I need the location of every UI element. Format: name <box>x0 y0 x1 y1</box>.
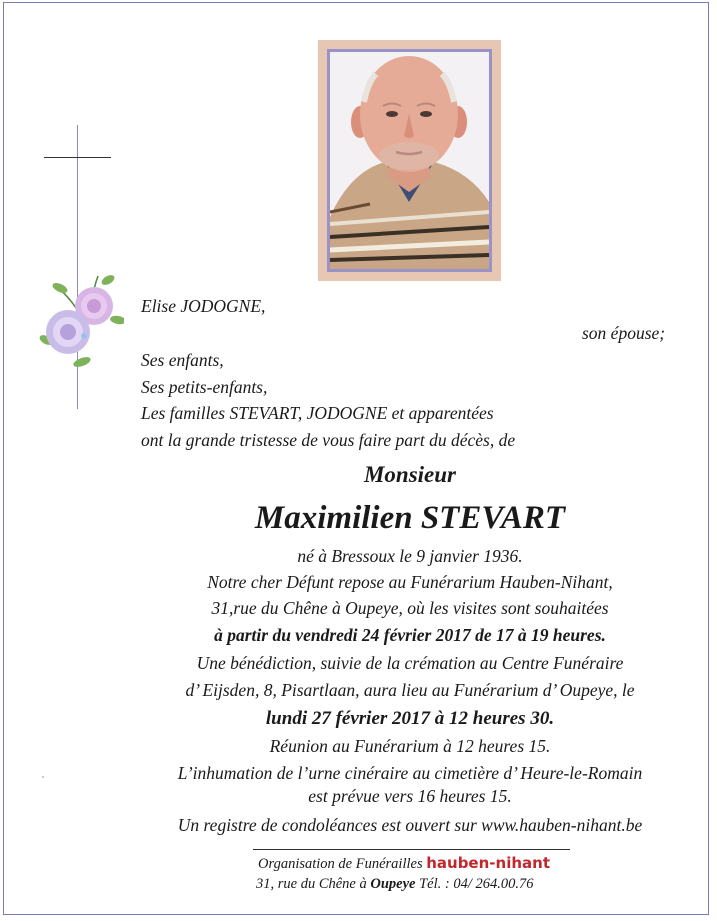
visit-schedule: à partir du vendredi 24 février 2017 de 17 à 19 heures. <box>214 625 606 645</box>
ceremony-date: lundi 27 février 2017 à 12 heures 30. <box>265 708 555 729</box>
portrait-illustration <box>330 52 489 269</box>
portrait-frame <box>318 40 501 281</box>
spouse-name: Elise JODOGNE, <box>141 296 266 316</box>
speck <box>42 776 44 778</box>
brand-logo: hauben-nihant <box>426 854 550 872</box>
address-city: Oupeye <box>370 876 416 892</box>
org-prefix: Organisation de Funérailles <box>258 856 423 872</box>
deceased-title: Monsieur <box>363 462 457 487</box>
address-prefix: 31, rue du Chêne à <box>256 876 367 892</box>
notice-line: 31,rue du Chêne à Oupeye, où les visites sont souhaitées <box>211 598 609 618</box>
portrait-photo <box>327 49 492 272</box>
footer-organisation <box>258 856 550 872</box>
family-line: Les familles STEVART, JODOGNE et apparentées <box>141 403 494 423</box>
footer-address <box>256 877 533 892</box>
deceased-name: Maximilien STEVART <box>254 500 566 536</box>
notice-line: Notre cher Défunt repose au Funérarium Hauben-Nihant, <box>207 572 613 592</box>
notice-line: est prévue vers 16 heures 15. <box>308 786 512 806</box>
notice-line: Une bénédiction, suivie de la crémation au Centre Funéraire <box>196 653 624 673</box>
notice-line: d’ Eijsden, 8, Pisartlaan, aura lieu au Funérarium d’ Oupeye, le <box>185 680 635 700</box>
family-line: Ses enfants, <box>141 350 224 370</box>
family-line: Ses petits-enfants, <box>141 377 268 397</box>
birth-info: né à Bressoux le 9 janvier 1936. <box>297 546 523 566</box>
footer-divider <box>253 849 570 850</box>
notice-line: L’inhumation de l’urne cinéraire au cimetière d’ Heure-le-Romain <box>177 763 643 783</box>
spouse-role: son épouse; <box>582 323 666 343</box>
cross-horizontal-bar <box>44 157 111 158</box>
address-phone: Tél. : 04/ 264.00.76 <box>419 876 534 892</box>
rose-decoration <box>38 268 124 372</box>
condolence-register: Un registre de condoléances est ouvert sur www.hauben-nihant.be <box>177 815 643 835</box>
family-line: ont la grande tristesse de vous faire part du décès, de <box>141 430 516 450</box>
notice-line: Réunion au Funérarium à 12 heures 15. <box>269 736 551 756</box>
